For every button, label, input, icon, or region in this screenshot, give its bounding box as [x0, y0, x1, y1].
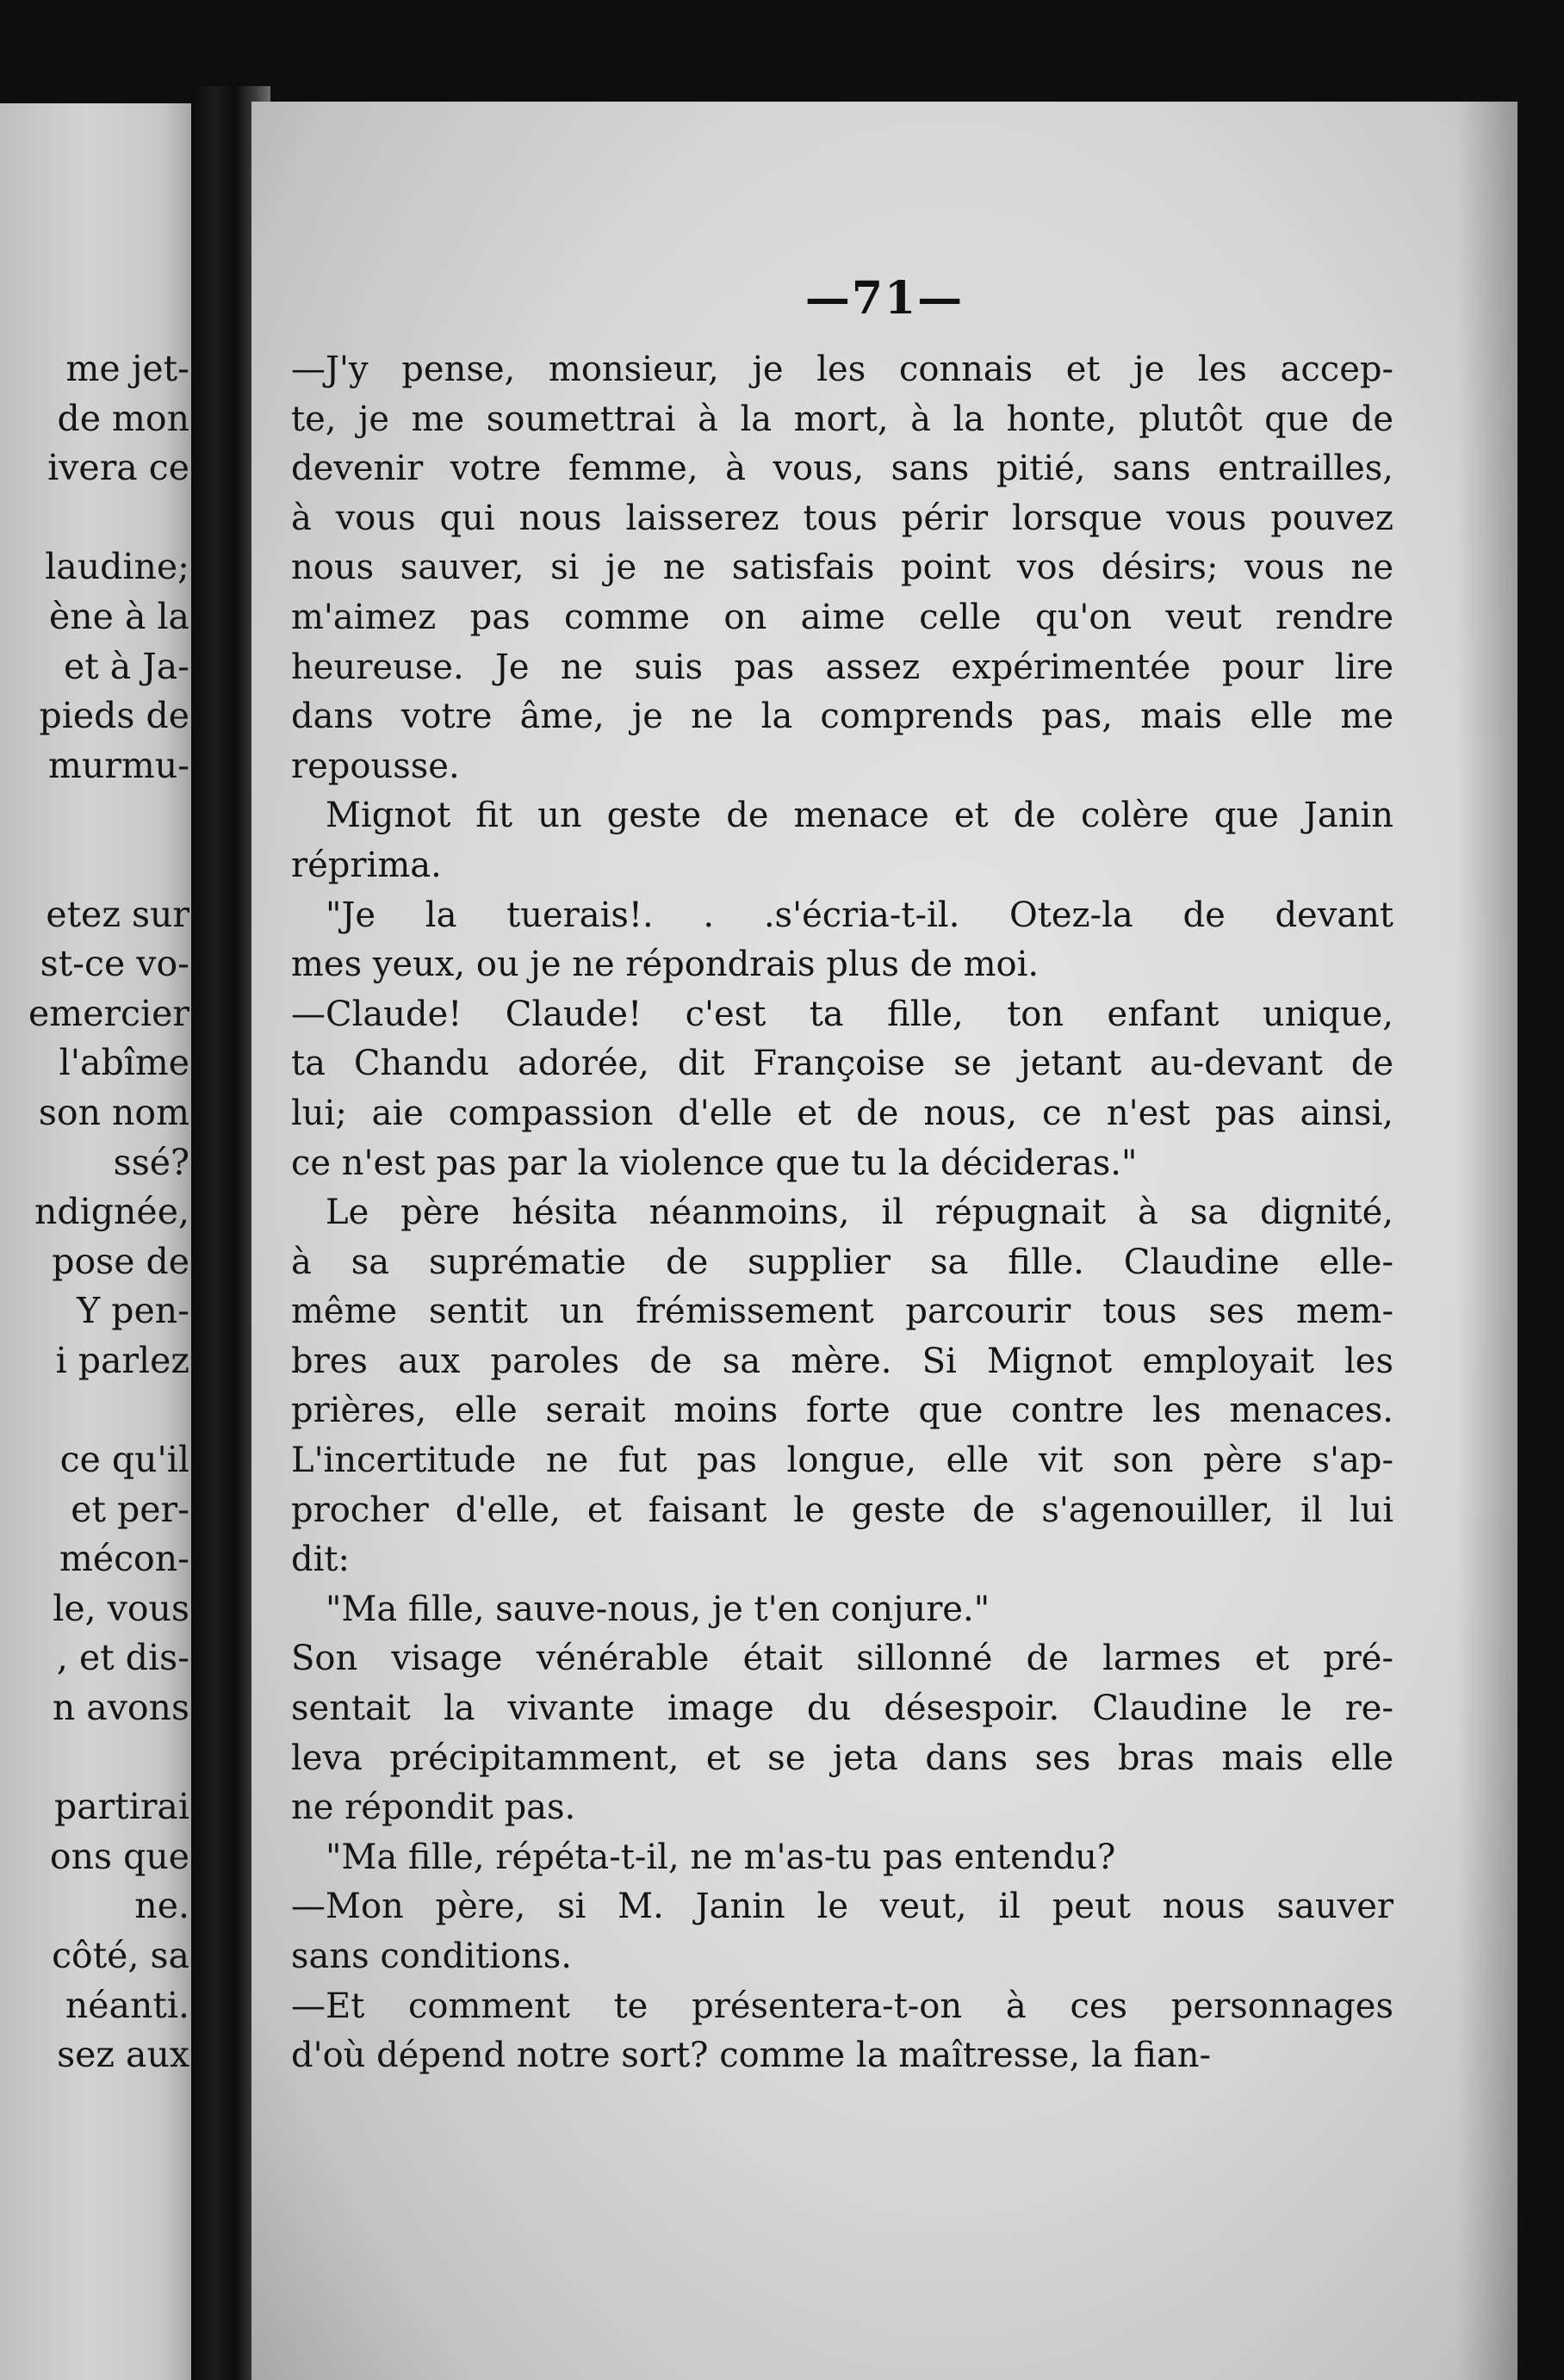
left-page-line	[0, 1385, 189, 1435]
left-page-line: Y pen-	[77, 1290, 189, 1332]
left-page-line: ssé?	[113, 1141, 189, 1183]
text-line: Son visage vénérable était sillonné de larmes et pré-	[291, 1639, 1393, 1679]
left-page-line	[0, 1733, 189, 1783]
left-page-line: pieds de	[39, 695, 189, 737]
left-page-line: l'abîme	[59, 1042, 189, 1084]
text-line: ce n'est pas par la violence que tu la décideras."	[291, 1143, 1138, 1183]
left-page-line: de mon	[57, 397, 189, 439]
left-page-line: ivera ce	[47, 447, 189, 489]
left-page-line: st-ce vo-	[40, 943, 189, 985]
text-line: Mignot fit un geste de menace et de colère que Janin	[326, 796, 1393, 836]
left-page-line: i parlez	[55, 1339, 189, 1381]
left-page-line: ndignée,	[34, 1191, 189, 1233]
left-page-line	[0, 840, 189, 890]
text-line: te, je me soumettrai à la mort, à la honte, plutôt que de	[291, 399, 1393, 439]
left-page-line: laudine;	[45, 546, 189, 588]
text-line: réprima.	[291, 845, 442, 885]
text-line: même sentit un frémissement parcourir tous ses mem-	[291, 1292, 1393, 1332]
text-line: procher d'elle, et faisant le geste de s'agenouiller, il lui	[291, 1490, 1393, 1530]
text-line: heureuse. Je ne suis pas assez expérimentée pour lire	[291, 647, 1393, 687]
left-page-line: partirai	[53, 1786, 189, 1828]
left-page-line: néanti.	[65, 1984, 189, 2026]
text-line: "Ma fille, sauve-nous, je t'en conjure."	[326, 1589, 990, 1629]
left-page-line: , et dis-	[56, 1637, 189, 1679]
left-page-line: ons que	[49, 1835, 189, 1877]
page-edge-shadow	[1457, 102, 1517, 2380]
left-page-line: le, vous	[53, 1587, 189, 1629]
main-page	[251, 102, 1517, 2380]
text-line: repousse.	[291, 746, 460, 786]
page-body-text	[291, 345, 1393, 2081]
text-line: dans votre âme, je ne la comprends pas, mais elle me	[291, 697, 1393, 737]
text-line: "Je la tuerais!. . .s'écria-t-il. Otez-la de devant	[326, 895, 1393, 935]
left-page-line: côté, sa	[52, 1935, 189, 1976]
text-line: ta Chandu adorée, dit Françoise se jetant au-devant de	[291, 1044, 1393, 1084]
text-line: —Mon père, si M. Janin le veut, il peut nous sauver	[291, 1887, 1393, 1927]
text-line: à vous qui nous laisserez tous périr lorsque vous pouvez	[291, 498, 1393, 538]
text-line: leva précipitamment, et se jeta dans ses bras mais elle	[291, 1738, 1393, 1778]
left-page-line: mécon-	[59, 1538, 189, 1580]
left-page-line: et à Ja-	[64, 645, 189, 687]
left-page-line: ce qu'il	[59, 1439, 189, 1481]
left-page-line: pose de	[52, 1240, 189, 1282]
text-line: "Ma fille, répéta-t-il, ne m'as-tu pas entendu?	[326, 1837, 1116, 1877]
text-line: bres aux paroles de sa mère. Si Mignot employait les	[291, 1341, 1393, 1381]
left-page-line: murmu-	[47, 744, 189, 786]
text-line: nous sauver, si je ne satisfais point vos désirs; vous ne	[291, 548, 1393, 588]
text-line: d'où dépend notre sort? comme la maîtresse, la fian-	[291, 2036, 1212, 2076]
text-line: ne répondit pas.	[291, 1788, 576, 1828]
left-page-line: n avons	[52, 1687, 189, 1729]
text-line: sans conditions.	[291, 1937, 572, 1976]
text-line: —J'y pense, monsieur, je les connais et je les accep-	[291, 350, 1393, 389]
text-line: L'incertitude ne fut pas longue, elle vit son père s'ap-	[291, 1441, 1393, 1481]
text-line: dit:	[291, 1540, 350, 1580]
text-line: mes yeux, ou je ne répondrais plus de moi.	[291, 945, 1040, 985]
page-number: —71—	[804, 272, 965, 325]
text-line: m'aimez pas comme on aime celle qu'on veut rendre	[291, 597, 1393, 637]
left-page-line: son nom	[38, 1091, 189, 1133]
left-page-fragment	[0, 103, 215, 2380]
text-line: —Claude! Claude! c'est ta fille, ton enfant unique,	[291, 994, 1393, 1034]
text-line: —Et comment te présentera-t-on à ces personnages	[291, 1986, 1393, 2026]
text-line: lui; aie compassion d'elle et de nous, ce n'est pas ainsi,	[291, 1093, 1393, 1133]
text-line: Le père hésita néanmoins, il répugnait à sa dignité,	[326, 1193, 1393, 1233]
left-page-line: ne.	[134, 1885, 189, 1927]
text-line: sentait la vivante image du désespoir. Claudine le re-	[291, 1689, 1393, 1729]
left-page-line: me jet-	[65, 348, 189, 389]
left-page-line: etez sur	[46, 893, 189, 935]
left-page-line	[0, 493, 189, 543]
left-page-text	[0, 344, 189, 2080]
text-line: à sa suprématie de supplier sa fille. Claudine elle-	[291, 1242, 1393, 1282]
text-line: devenir votre femme, à vous, sans pitié, sans entrailles,	[291, 449, 1393, 489]
left-page-line: emercier	[28, 992, 189, 1034]
left-page-line: sez aux	[57, 2034, 189, 2076]
text-line: prières, elle serait moins forte que contre les menaces.	[291, 1391, 1393, 1431]
left-page-line: ène à la	[49, 595, 189, 637]
left-page-line: et per-	[71, 1488, 189, 1530]
left-page-line	[0, 790, 189, 840]
